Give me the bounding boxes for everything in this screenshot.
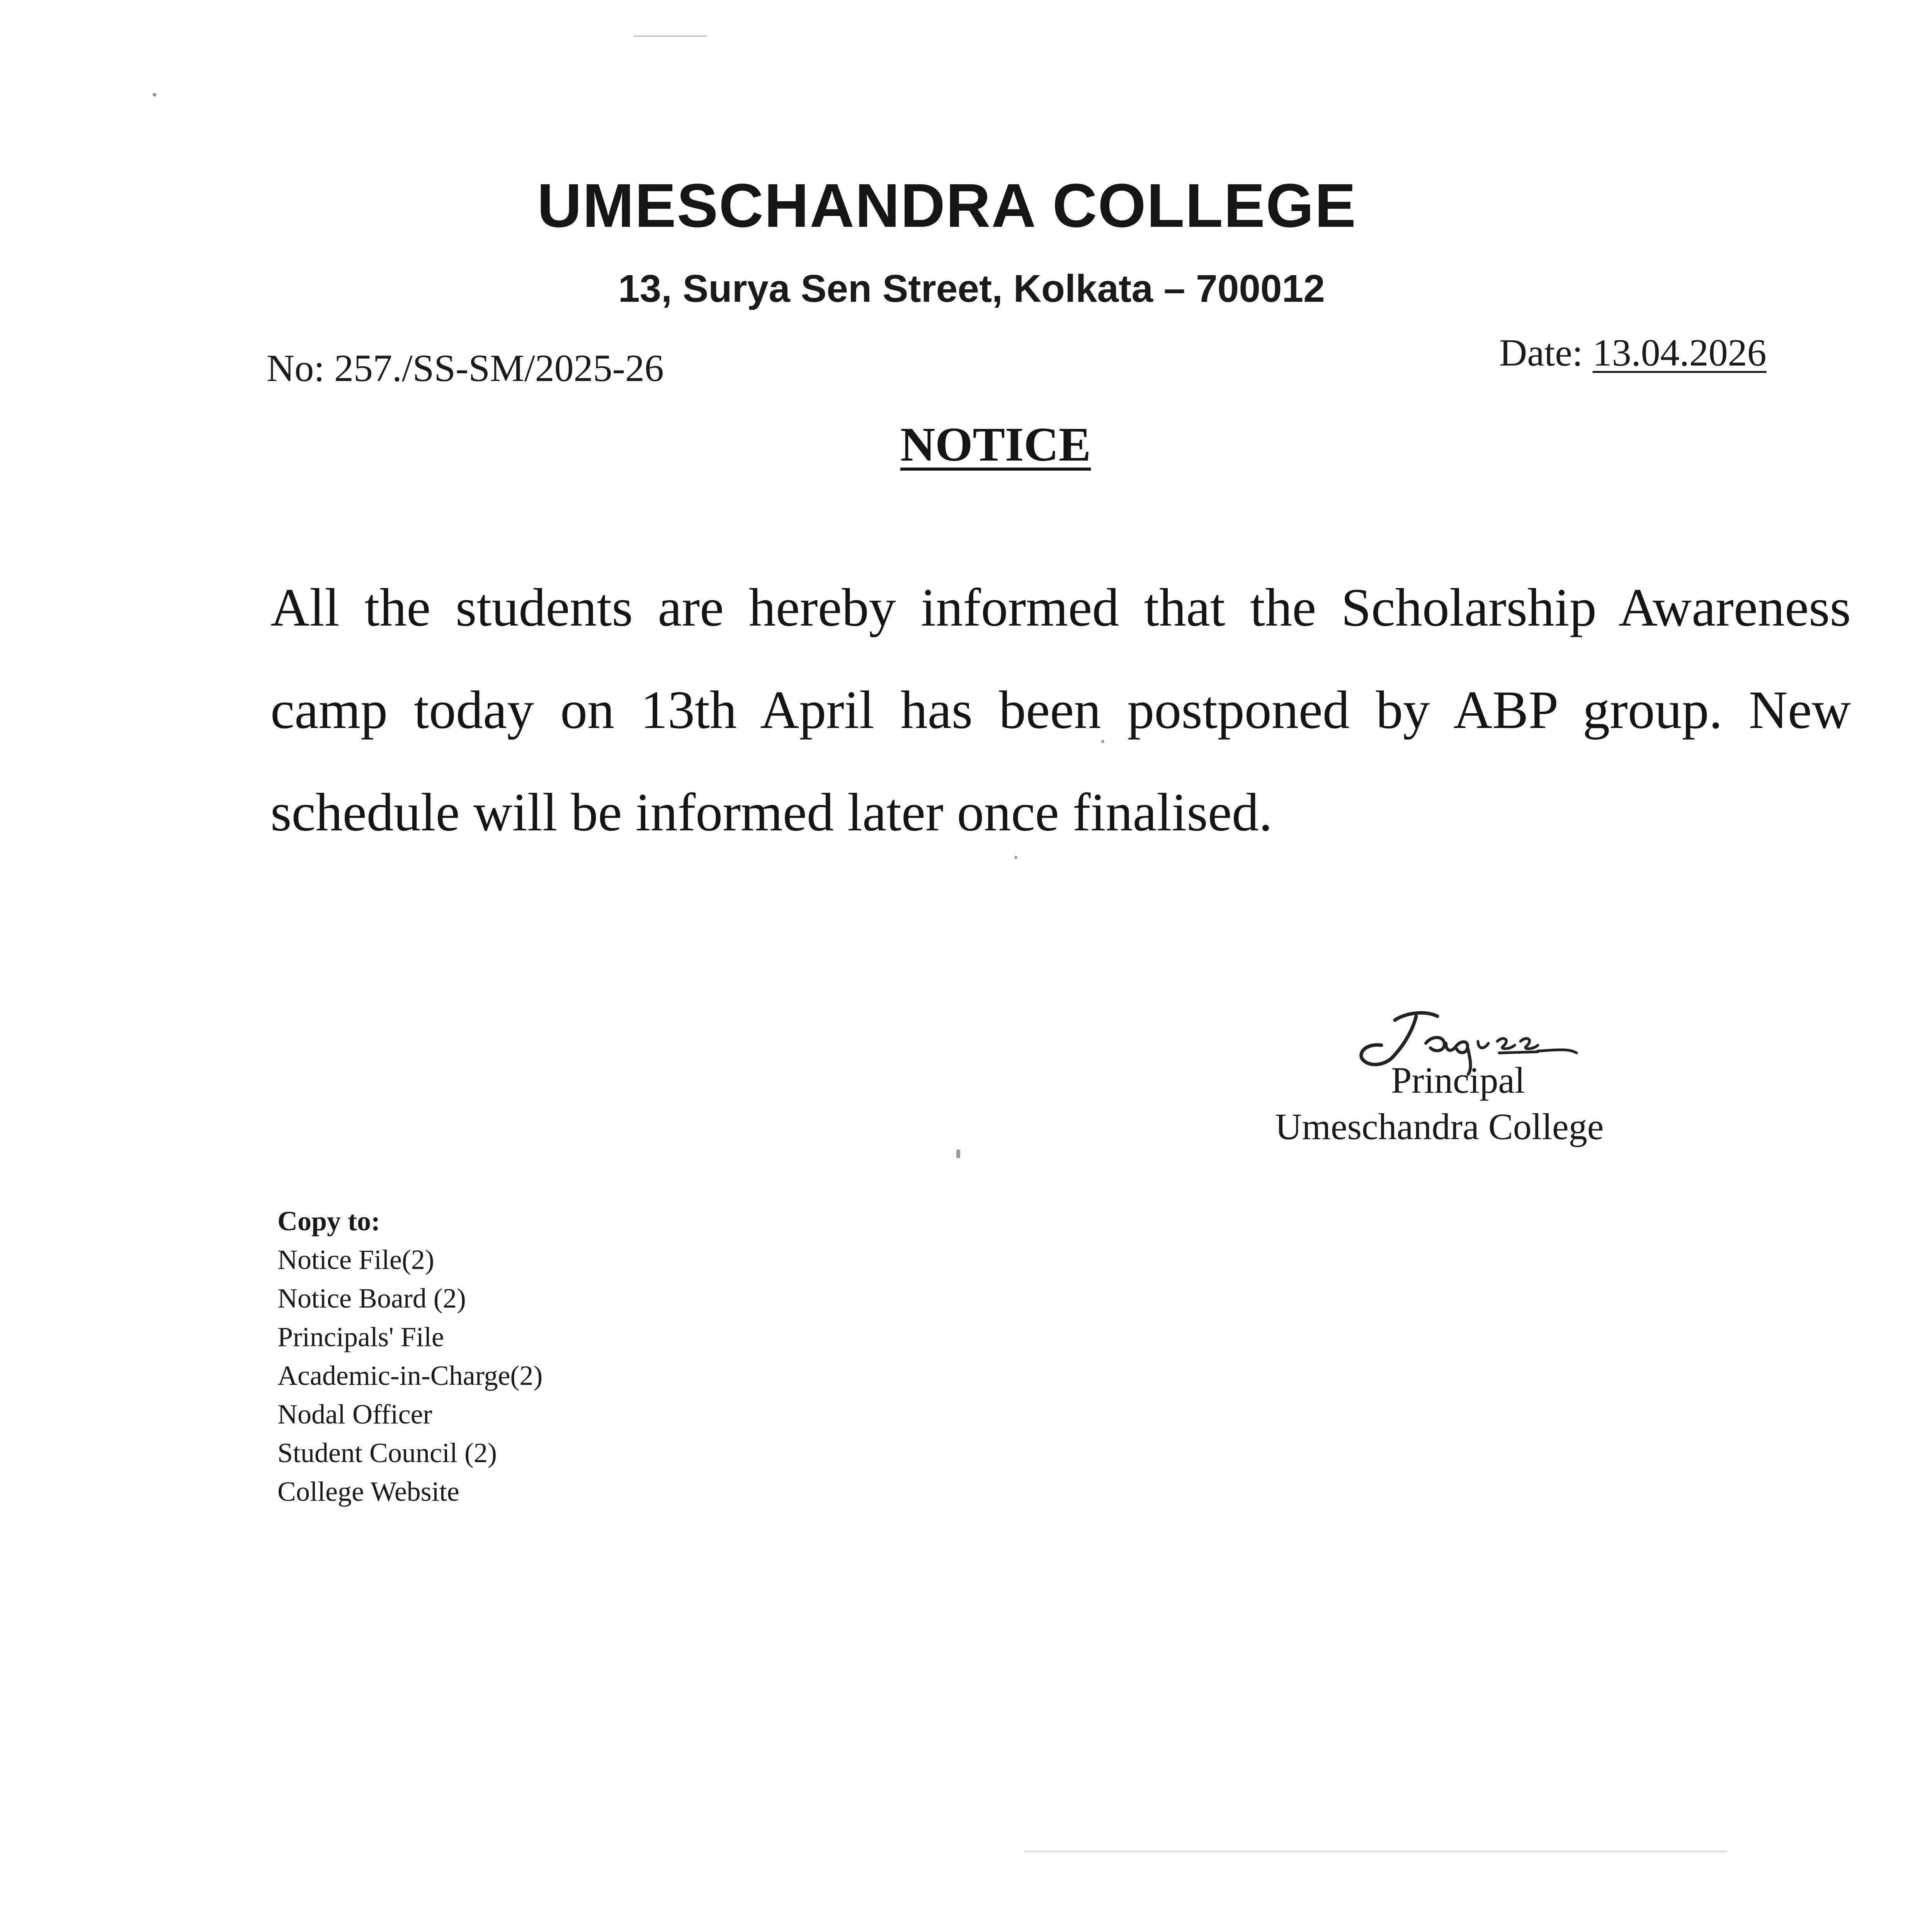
notice-heading: NOTICE	[900, 418, 1091, 471]
copy-to-list	[277, 1240, 543, 1511]
signatory-title: Principal	[1391, 1060, 1525, 1101]
date-label: Date:	[1499, 331, 1593, 374]
copy-to-item: Nodal Officer	[277, 1399, 432, 1430]
scan-artifact-line	[1024, 1851, 1727, 1852]
notice-body: All the students are hereby informed that the Scholarship Awareness camp today on 13th April has been postponed by ABP group. New schedule will be informed later once finalised.	[270, 578, 1851, 842]
copy-to-item: Notice Board (2)	[277, 1283, 466, 1314]
college-address: 13, Surya Sen Street, Kolkata – 700012	[618, 267, 1325, 310]
copy-to-item: Student Council (2)	[277, 1437, 497, 1468]
scan-artifact-line	[634, 36, 707, 37]
scan-artifact-speck	[153, 93, 156, 97]
date-value: 13.04.2026	[1592, 331, 1767, 374]
scan-artifact-speck	[956, 1150, 960, 1158]
copy-to-item: Notice File(2)	[277, 1244, 434, 1275]
reference-number: No: 257./SS-SM/2025-26	[267, 347, 664, 389]
copy-to-item: Academic-in-Charge(2)	[277, 1360, 543, 1391]
copy-to-heading: Copy to:	[277, 1206, 380, 1236]
copy-to-section	[277, 1202, 543, 1511]
signatory-organisation: Umeschandra College	[1275, 1106, 1604, 1147]
copy-to-item: College Website	[277, 1476, 459, 1507]
copy-to-item: Principals' File	[277, 1321, 444, 1352]
notice-date	[1499, 330, 1767, 375]
college-name: UMESCHANDRA COLLEGE	[537, 171, 1357, 240]
